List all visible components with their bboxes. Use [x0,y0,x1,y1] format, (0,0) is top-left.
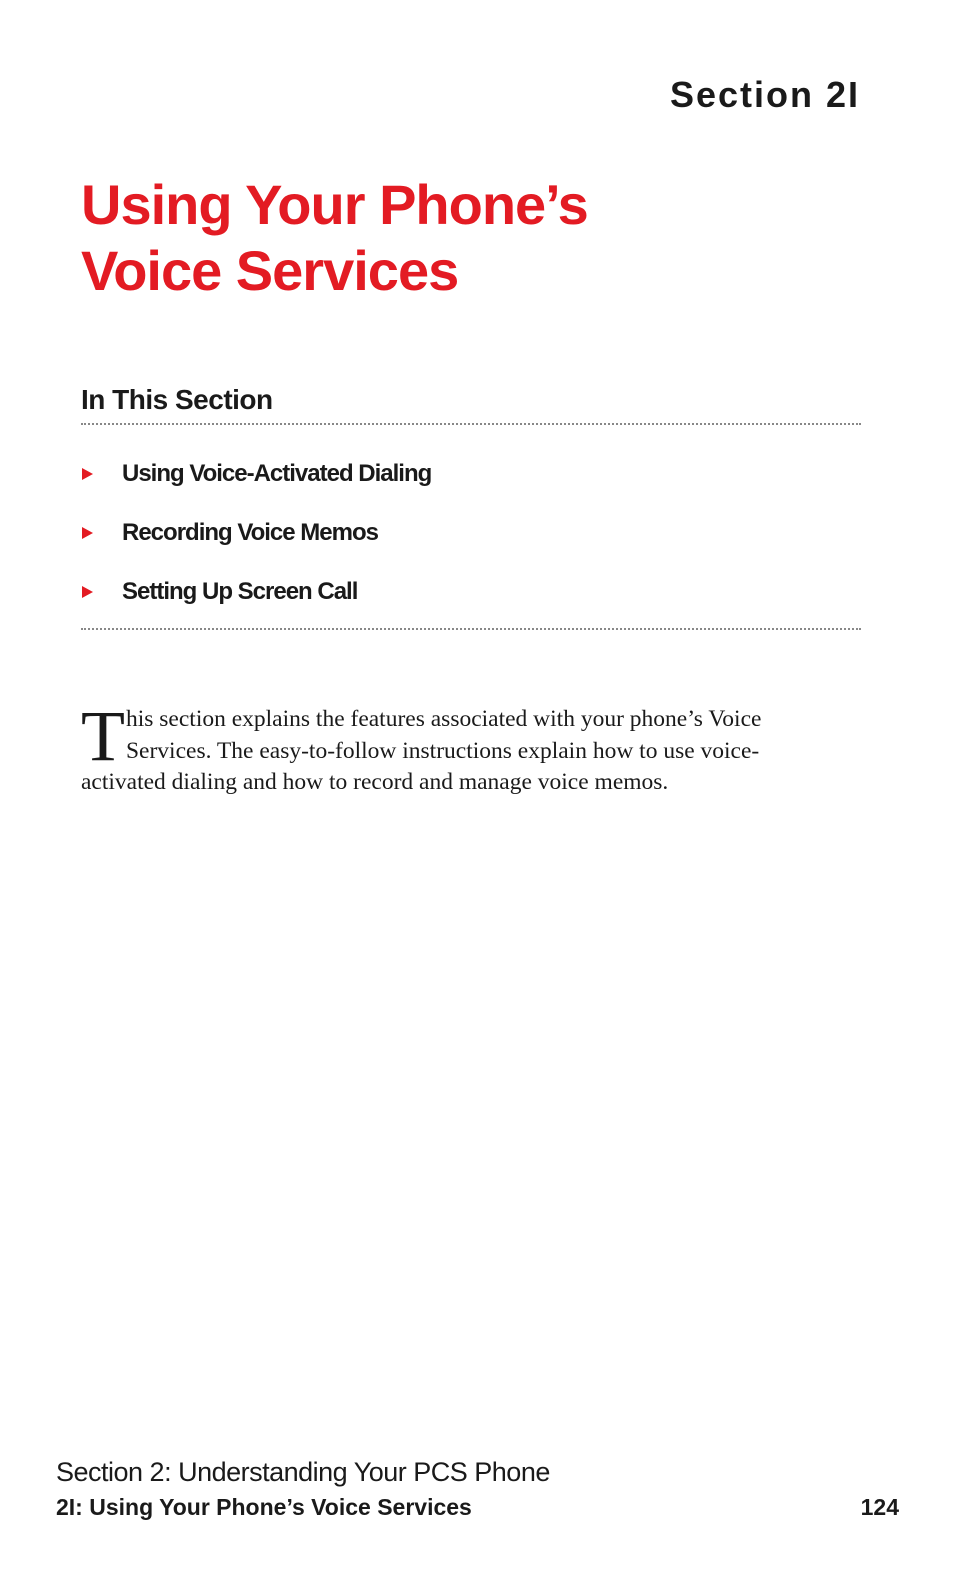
bullet-arrow-icon [82,586,93,598]
toc-list [81,444,431,621]
footer-chapter-title: 2I: Using Your Phone’s Voice Services [56,1494,472,1520]
page-title-line-2: Voice Services [81,239,459,302]
toc-item-label: Using Voice-Activated Dialing [122,459,432,487]
in-this-section-heading: In This Section [81,384,273,415]
toc-bottom-divider [81,628,861,630]
toc-top-divider [81,423,861,425]
drop-cap: T [81,696,125,776]
bullet-arrow-icon [82,527,93,539]
toc-item-label: Setting Up Screen Call [122,577,358,605]
intro-text: his section explains the features associated with your phone’s Voice Services. The easy-to-follow instructions explain how to use voice-activated dialing and how to record and manage voice memos. [81,706,762,795]
toc-item-voice-activated-dialing[interactable] [81,444,431,503]
toc-item-label: Recording Voice Memos [122,518,378,546]
toc-item-recording-voice-memos[interactable] [81,503,431,562]
section-label: Section 2I [669,74,860,115]
bullet-arrow-icon [82,468,93,480]
page-title-line-1: Using Your Phone’s [81,173,588,236]
toc-item-screen-call[interactable] [81,562,431,621]
page-number: 124 [860,1494,899,1520]
footer-section-title: Section 2: Understanding Your PCS Phone [56,1457,550,1487]
intro-paragraph [81,696,801,799]
page-title [81,172,588,304]
